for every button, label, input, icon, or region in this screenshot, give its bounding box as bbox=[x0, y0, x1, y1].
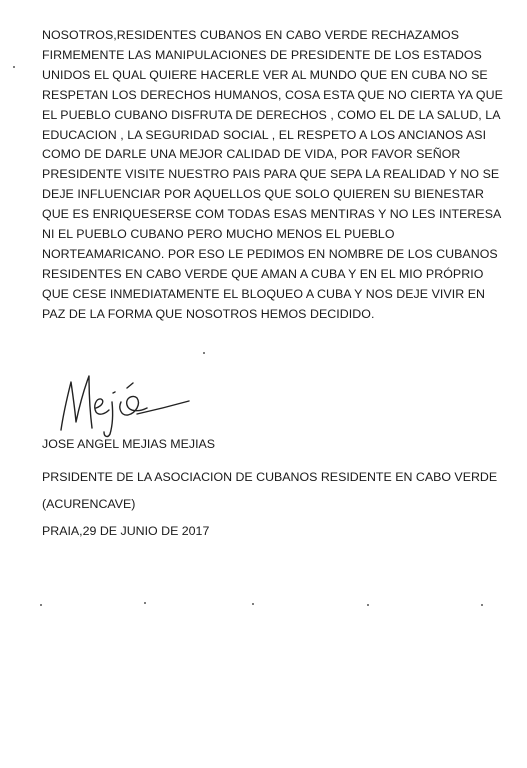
signatory-name: JOSE ANGEL MEJIAS MEJIAS bbox=[42, 437, 216, 451]
association-acronym: (ACURENCAVE) bbox=[42, 497, 136, 511]
scan-speck bbox=[203, 352, 205, 354]
letter-line: NOSOTROS,RESIDENTES CUBANOS EN CABO VERDE RECHAZAMOS bbox=[42, 28, 460, 42]
letter-line: QUE ES ENRIQUESERSE COM TODAS ESAS MENTIRAS Y NO LES INTERESA bbox=[42, 207, 502, 222]
letter-line: PRESIDENTE VISITE NUESTRO PAIS PARA QUE SEPA LA REALIDAD Y NO SE bbox=[42, 167, 500, 182]
letter-line: PAZ DE LA FORMA QUE NOSOTROS HEMOS DECIDIDO. bbox=[42, 306, 375, 321]
letter-line: NORTEAMARICANO. POR ESO LE PEDIMOS EN NOMBRE DE LOS CUBANOS bbox=[42, 246, 498, 261]
letter-line: FIRMEMENTE LAS MANIPULACIONES DE PRESIDENTE DE LOS ESTADOS bbox=[42, 47, 482, 62]
scan-speck bbox=[367, 604, 369, 606]
letter-line: RESPETAN LOS DERECHOS HUMANOS, COSA ESTA QUE NO CIERTA YA QUE bbox=[42, 87, 503, 102]
letter-line: EL PUEBLO CUBANO DISFRUTA DE DERECHOS , COMO EL DE LA SALUD, LA bbox=[42, 107, 501, 122]
letter-line: RESIDENTES EN CABO VERDE QUE AMAN A CUBA Y EN EL MIO PRÓPRIO bbox=[42, 266, 484, 281]
scan-speck bbox=[252, 603, 254, 605]
scan-speck bbox=[13, 66, 15, 68]
letter-line: EDUCACION , LA SEGURIDAD SOCIAL , EL RESPETO A LOS ANCIANOS ASI bbox=[42, 127, 487, 142]
place-date: PRAIA,29 DE JUNIO DE 2017 bbox=[42, 524, 210, 538]
scan-speck bbox=[144, 602, 146, 604]
scan-speck bbox=[481, 604, 483, 606]
letter-line: COMO DE DARLE UNA MEJOR CALIDAD DE VIDA, POR FAVOR SEÑOR bbox=[42, 147, 461, 162]
signatory-title: PRSIDENTE DE LA ASOCIACION DE CUBANOS RESIDENTE EN CABO VERDE bbox=[42, 470, 498, 484]
letter-line: NI EL PUEBLO CUBANO PERO MUCHO MENOS EL PUEBLO bbox=[42, 227, 395, 242]
letter-line: DEJE INFLUENCIAR POR AQUELLOS QUE SOLO QUIEREN SU BIENESTAR bbox=[42, 187, 484, 202]
letter-body bbox=[42, 26, 512, 325]
letter-line: QUE CESE INMEDIATAMENTE EL BLOQUEO A CUBA Y NOS DEJE VIVIR EN bbox=[42, 286, 486, 301]
scan-speck bbox=[40, 604, 42, 606]
handwritten-signature bbox=[55, 368, 205, 440]
letter-line: UNIDOS EL QUAL QUIERE HACERLE VER AL MUNDO QUE EN CUBA NO SE bbox=[42, 67, 488, 82]
